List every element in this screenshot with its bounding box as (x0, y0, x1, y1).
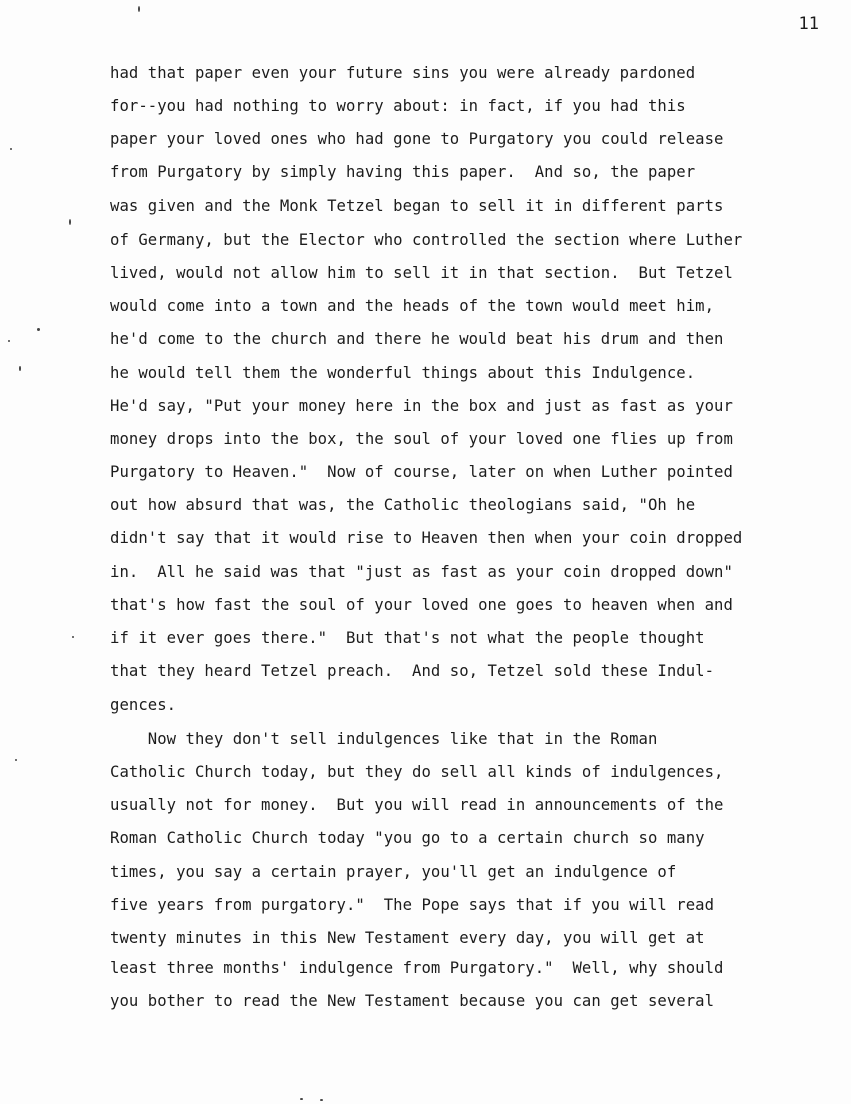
text-line: lived, would not allow him to sell it in that section. But Tetzel (110, 264, 733, 282)
text-line: times, you say a certain prayer, you'll get an indulgence of (110, 863, 677, 881)
text-line: paper your loved ones who had gone to Purgatory you could release (110, 130, 724, 148)
text-line: Roman Catholic Church today "you go to a certain church so many (110, 829, 705, 847)
text-line: was given and the Monk Tetzel began to sell it in different parts (110, 197, 724, 215)
scan-speck (8, 340, 10, 342)
text-line: in. All he said was that "just as fast as your coin dropped down" (110, 563, 733, 581)
text-line: out how absurd that was, the Catholic theologians said, "Oh he (110, 496, 696, 514)
text-line: if it ever goes there." But that's not what the people thought (110, 629, 705, 647)
text-line: you bother to read the New Testament because you can get several (110, 992, 715, 1010)
text-line: had that paper even your future sins you were already pardoned (110, 64, 696, 82)
text-line: Now they don't sell indulgences like that in the Roman (110, 730, 658, 748)
text-line: twenty minutes in this New Testament every day, you will get at (110, 929, 705, 947)
text-line: from Purgatory by simply having this paper. And so, the paper (110, 163, 696, 181)
text-line: least three months' indulgence from Purgatory." Well, why should (110, 959, 724, 977)
text-line: didn't say that it would rise to Heaven then when your coin dropped (110, 529, 743, 547)
scan-speck (37, 328, 40, 331)
text-line: gences. (110, 696, 177, 714)
scan-speck (138, 6, 140, 12)
scan-speck (320, 1099, 323, 1101)
text-line: money drops into the box, the soul of your loved one flies up from (110, 430, 733, 448)
text-line: of Germany, but the Elector who controlled the section where Luther (110, 231, 743, 249)
text-line: for--you had nothing to worry about: in fact, if you had this (110, 97, 686, 115)
page-number: 11 (798, 14, 819, 34)
text-line: Catholic Church today, but they do sell all kinds of indulgences, (110, 763, 724, 781)
text-line: He'd say, "Put your money here in the box and just as fast as your (110, 397, 733, 415)
text-line: Purgatory to Heaven." Now of course, later on when Luther pointed (110, 463, 733, 481)
text-line: would come into a town and the heads of the town would meet him, (110, 297, 715, 315)
scan-speck (19, 366, 21, 371)
text-line: usually not for money. But you will read in announcements of the (110, 796, 724, 814)
text-line: five years from purgatory." The Pope says that if you will read (110, 896, 715, 914)
scan-speck (15, 759, 17, 761)
scan-speck (69, 219, 71, 225)
text-line: he'd come to the church and there he would beat his drum and then (110, 330, 724, 348)
scan-speck (10, 148, 12, 150)
scan-speck (72, 636, 74, 638)
text-line: that's how fast the soul of your loved one goes to heaven when and (110, 596, 733, 614)
scan-speck (300, 1098, 303, 1100)
text-line: he would tell them the wonderful things about this Indulgence. (110, 364, 696, 382)
text-line: that they heard Tetzel preach. And so, Tetzel sold these Indul- (110, 662, 715, 680)
